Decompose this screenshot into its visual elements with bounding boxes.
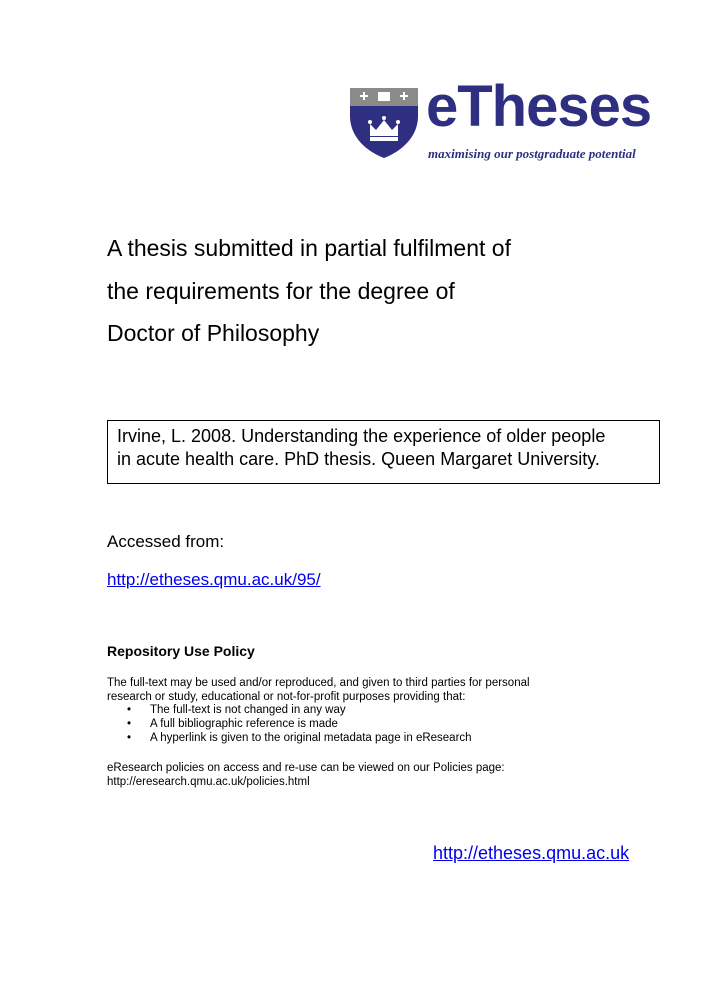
policy-note [107, 761, 505, 789]
policy-conditions-list [127, 703, 472, 745]
accessed-from-label: Accessed from: [107, 532, 225, 551]
citation-line-2: in acute health care. PhD thesis. Queen Margaret University. [117, 449, 600, 469]
policy-intro [107, 676, 530, 704]
etheses-home-link[interactable]: http://etheses.qmu.ac.uk [433, 843, 630, 863]
thesis-record-link[interactable]: http://etheses.qmu.ac.uk/95/ [107, 570, 321, 589]
etheses-wordmark: eTheses [426, 74, 652, 139]
policy-note-url: http://eresearch.qmu.ac.uk/policies.html [107, 776, 310, 788]
thesis-heading-line-3: Doctor of Philosophy [107, 320, 320, 346]
citation-box [107, 420, 660, 484]
citation-line-1: Irvine, L. 2008. Understanding the experience of older people [117, 426, 606, 446]
list-item: • A full bibliographic reference is made [127, 717, 472, 731]
policy-intro-line-2: research or study, educational or not-for-profit purposes providing that: [107, 691, 466, 703]
crown-shield-icon [348, 86, 420, 160]
list-item: • The full-text is not changed in any way [127, 703, 472, 717]
policy-title: Repository Use Policy [107, 643, 255, 659]
list-item: • A hyperlink is given to the original metadata page in eResearch [127, 731, 472, 745]
etheses-logo [348, 74, 668, 164]
policy-intro-line-1: The full-text may be used and/or reproduced, and given to third parties for personal [107, 677, 530, 689]
policy-note-line-1: eResearch policies on access and re-use can be viewed on our Policies page: [107, 762, 505, 774]
thesis-heading-line-2: the requirements for the degree of [107, 278, 455, 304]
thesis-heading-line-1: A thesis submitted in partial fulfilment of [107, 235, 511, 261]
logo-tagline: maximising our postgraduate potential [428, 146, 636, 161]
